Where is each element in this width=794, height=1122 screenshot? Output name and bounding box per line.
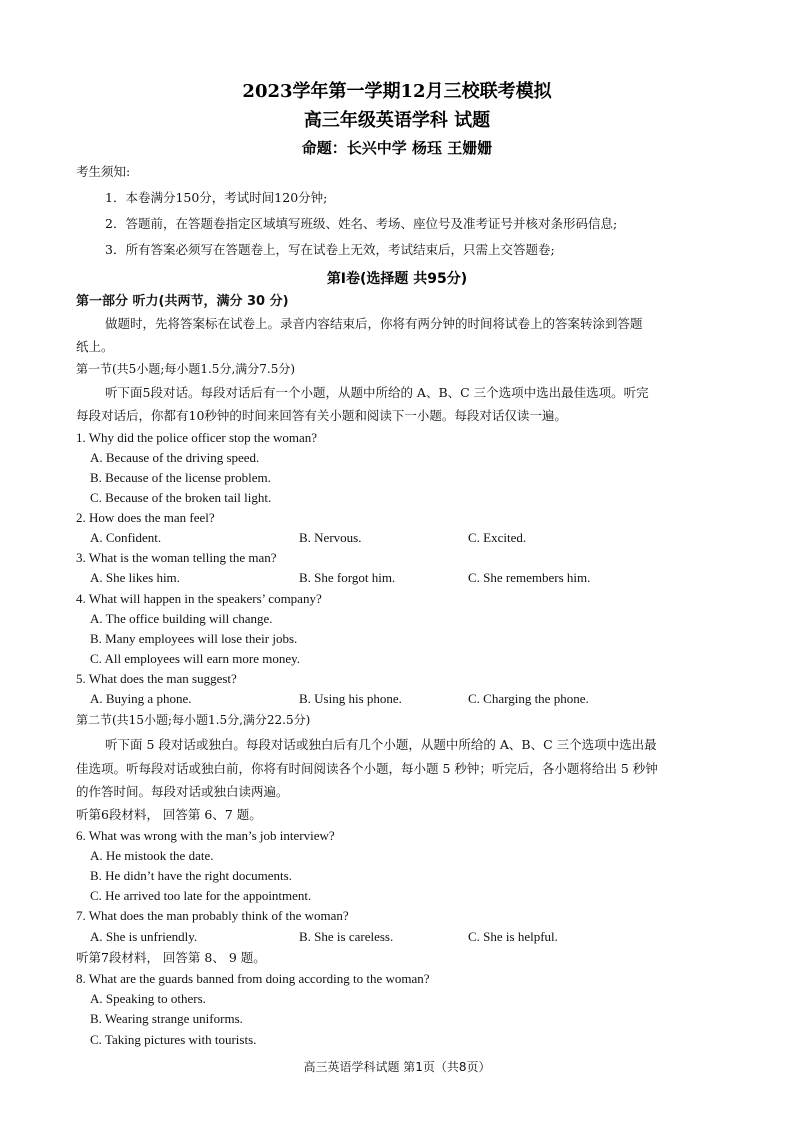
notice-item: 3．所有答案必须写在答题卷上，写在试卷上无效，考试结束后，只需上交答题卷; [105,242,555,257]
option-c: C. Excited. [468,530,527,545]
section1-instructions: 听下面5段对话。每段对话后有一个小题，从题中所给的 A、B、C 三个选项中选出最佳选项。听完 [105,385,649,400]
option-b: B. He didn’t have the right documents. [90,868,292,883]
volume-title: 第Ⅰ卷(选择题 共95分) [326,271,468,287]
question-stem: 4. What will happen in the speakers’ company? [76,591,322,606]
part1-intro: 纸上。 [76,339,114,354]
option-a: A. Speaking to others. [90,991,206,1006]
material-note: 听第6段材料， 回答第 6、7 题。 [76,807,262,822]
option-c: C. Taking pictures with tourists. [90,1032,257,1047]
options-row [0,928,794,946]
option-b: B. Because of the license problem. [90,470,271,485]
option-a: A. She likes him. [90,570,180,585]
option-c: C. Because of the broken tail light. [90,490,272,505]
option-b: B. Using his phone. [299,691,402,706]
section2-instructions: 的作答时间。每段对话或独白读两遍。 [76,784,289,799]
section1-heading: 第一节(共5小题;每小题1.5分,满分7.5分) [76,362,296,376]
section2-instructions: 佳选项。听每段对话或独白前，你将有时间阅读各个小题，每小题 5 秒钟；听完后，各小题将给出 5 秒钟 [76,761,658,776]
option-a: A. He mistook the date. [90,848,214,863]
notice-item: 2．答题前，在答题卷指定区域填写班级、姓名、考场、座位号及准考证号并核对条形码信息; [105,216,618,231]
option-a: A. The office building will change. [90,611,273,626]
notice-heading: 考生须知: [76,164,131,179]
part1-heading: 第一部分 听力(共两节，满分 30 分) [76,294,289,309]
question-stem: 6. What was wrong with the man’s job interview? [76,828,335,843]
option-c: C. All employees will earn more money. [90,651,300,666]
section2-heading: 第二节(共15小题;每小题1.5分,满分22.5分) [76,713,311,727]
question-stem: 7. What does the man probably think of the woman? [76,908,349,923]
options-row [0,529,794,547]
question-stem: 1. Why did the police officer stop the woman? [76,430,318,445]
question-stem: 8. What are the guards banned from doing according to the woman? [76,971,430,986]
option-c: C. Charging the phone. [468,691,589,706]
option-a: A. Because of the driving speed. [90,450,260,465]
section1-instructions: 每段对话后，你都有10秒钟的时间来回答有关小题和阅读下一小题。每段对话仅读一遍。 [76,408,567,423]
page-footer: 高三英语学科试题 第1页（共8页） [303,1060,491,1074]
option-c: C. She remembers him. [468,570,591,585]
options-row [0,690,794,708]
notice-item: 1．本卷满分150分，考试时间120分钟; [105,190,328,205]
author-line: 命题：长兴中学 杨珏 王姗姗 [301,139,493,157]
material-note: 听第7段材料， 回答第 8、 9 题。 [76,950,266,965]
exam-title: 2023学年第一学期12月三校联考模拟 [242,81,552,102]
exam-subtitle: 高三年级英语学科 试题 [303,110,491,131]
option-b: B. Wearing strange uniforms. [90,1011,243,1026]
option-c: C. She is helpful. [468,929,558,944]
option-b: B. She forgot him. [299,570,396,585]
option-b: B. Many employees will lose their jobs. [90,631,298,646]
option-a: A. Buying a phone. [90,691,192,706]
option-b: B. She is careless. [299,929,394,944]
question-stem: 3. What is the woman telling the man? [76,550,277,565]
options-row [0,569,794,587]
option-a: A. She is unfriendly. [90,929,198,944]
option-a: A. Confident. [90,530,162,545]
section2-instructions: 听下面 5 段对话或独白。每段对话或独白后有几个小题，从题中所给的 A、B、C 三个选项中选出最 [105,737,657,752]
question-stem: 2. How does the man feel? [76,510,215,525]
question-stem: 5. What does the man suggest? [76,671,237,686]
option-b: B. Nervous. [299,530,362,545]
option-c: C. He arrived too late for the appointment. [90,888,312,903]
part1-intro: 做题时，先将答案标在试卷上。录音内容结束后，你将有两分钟的时间将试卷上的答案转涂到答题 [105,316,643,331]
